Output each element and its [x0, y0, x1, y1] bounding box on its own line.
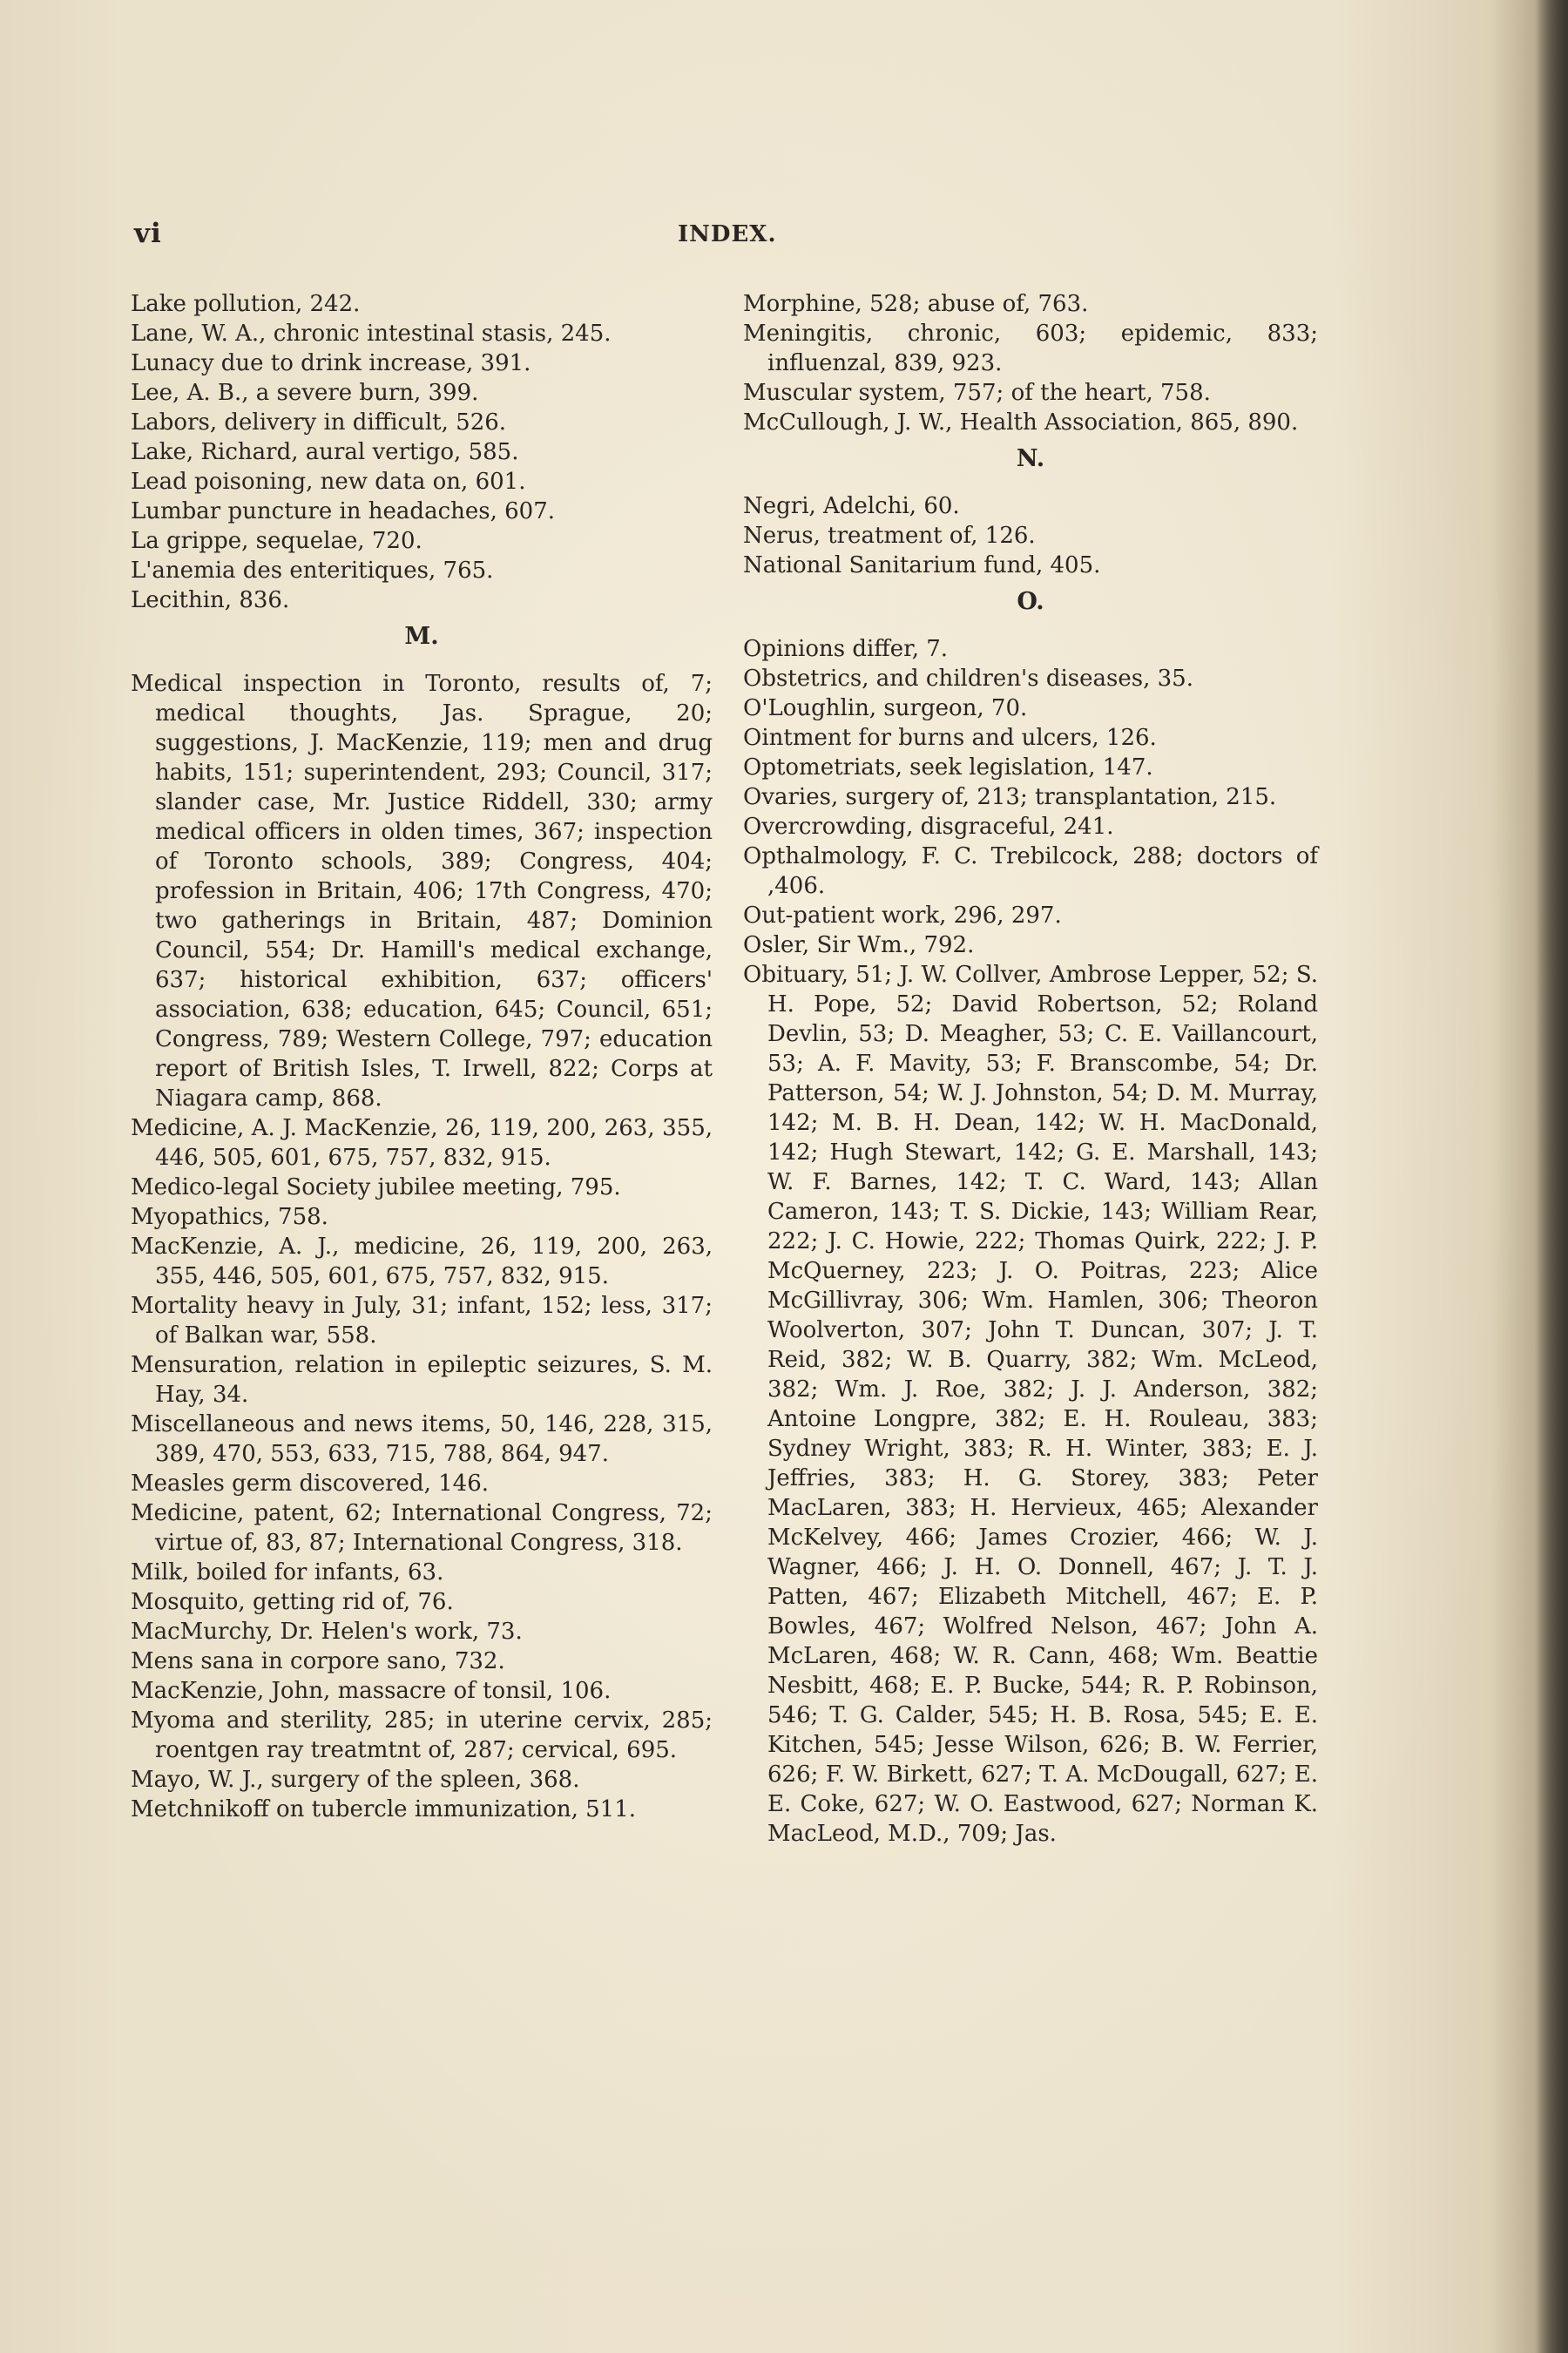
index-entry: O'Loughlin, surgeon, 70.	[743, 695, 1028, 721]
index-entry: MacMurchy, Dr. Helen's work, 73.	[131, 1619, 523, 1645]
index-entry: Metchnikoff on tubercle immunization, 511.	[131, 1796, 637, 1822]
index-entry: Morphine, 528; abuse of, 763.	[743, 291, 1089, 317]
index-entry: MacKenzie, John, massacre of tonsil, 106.	[131, 1678, 612, 1704]
index-entry: Medico-legal Society jubilee meeting, 795.	[131, 1174, 621, 1200]
index-entry: Mosquito, getting rid of, 76.	[131, 1589, 454, 1615]
index-entry: Medicine, patent, 62; International Congress, 72; virtue of, 83, 87; International Congress, 318.	[131, 1500, 713, 1556]
index-entry: Miscellaneous and news items, 50, 146, 228, 315, 389, 470, 553, 633, 715, 788, 864, 947.	[131, 1411, 713, 1467]
index-entry: Meningitis, chronic, 603; epidemic, 833; influenzal, 839, 923.	[743, 321, 1318, 376]
index-entry: Lake, Richard, aural vertigo, 585.	[131, 439, 519, 465]
index-entry: Lead poisoning, new data on, 601.	[131, 469, 526, 495]
index-entry: Medicine, A. J. MacKenzie, 26, 119, 200, 263, 355, 446, 505, 601, 675, 757, 832, 915.	[131, 1115, 713, 1171]
index-entry: Overcrowding, disgraceful, 241.	[743, 814, 1114, 840]
index-entry: Myopathics, 758.	[131, 1204, 328, 1230]
left-column	[131, 289, 713, 1824]
index-entry: Out-patient work, 296, 297.	[743, 903, 1062, 929]
index-entry: L'anemia des enteritiques, 765.	[131, 558, 494, 584]
index-entry: Opinions differ, 7.	[743, 636, 949, 662]
index-entry: MacKenzie, A. J., medicine, 26, 119, 200, 263, 355, 446, 505, 601, 675, 757, 832, 915.	[131, 1234, 713, 1289]
index-entry: Myoma and sterility, 285; in uterine cervix, 285; roentgen ray treatmtnt of, 287; cervical, 695.	[131, 1707, 713, 1763]
section-heading-m: M.	[404, 623, 439, 650]
index-entry: Lumbar puncture in headaches, 607.	[131, 498, 556, 524]
page-edge-shadow	[1535, 0, 1568, 2353]
index-entry: Lake pollution, 242.	[131, 291, 361, 317]
index-entry: Measles germ discovered, 146.	[131, 1471, 490, 1497]
index-entry: Labors, delivery in difficult, 526.	[131, 409, 507, 436]
index-entry: Ovaries, surgery of, 213; transplantation, 215.	[743, 784, 1277, 810]
index-entry: Lee, A. B., a severe burn, 399.	[131, 380, 479, 406]
index-entry: Osler, Sir Wm., 792.	[743, 932, 975, 958]
index-entry: Nerus, treatment of, 126.	[743, 523, 1036, 549]
index-entry: Mens sana in corpore sano, 732.	[131, 1648, 505, 1674]
index-entry: Optometriats, seek legislation, 147.	[743, 754, 1153, 781]
index-entry: Obstetrics, and children's diseases, 35.	[743, 666, 1193, 692]
index-entry: La grippe, sequelae, 720.	[131, 528, 422, 554]
section-heading-o: O.	[1017, 588, 1044, 615]
index-entry: Mayo, W. J., surgery of the spleen, 368.	[131, 1767, 580, 1793]
index-entry: Medical inspection in Toronto, results of, 7; medical thoughts, Jas. Sprague, 20; suggestions, J. MacKenzie, 119; men and drug habits, 151; superintendent, 293; Council, 317; slander case, Mr. Justice Riddell, 330; army medical officers in olden times, 367; inspection of Toronto schools, 389; Congress, 404; profession in Britain, 406; 17th Congress, 470; two gatherings in Britain, 487; Dominion Council, 554; Dr. Hamill's medical exchange, 637; historical exhibition, 637; officers' association, 638; education, 645; Council, 651; Congress, 789; Western College, 797; education report of British Isles, T. Irwell, 822; Corps at Niagara camp, 868.	[131, 671, 713, 1112]
page-number: vi	[134, 218, 162, 249]
index-entry: Ointment for burns and ulcers, 126.	[743, 725, 1157, 751]
right-column	[743, 289, 1318, 1849]
page-header	[0, 218, 1568, 253]
index-entry: Milk, boiled for infants, 63.	[131, 1559, 444, 1586]
index-entry: Lecithin, 836.	[131, 587, 290, 613]
index-entry: Muscular system, 757; of the heart, 758.	[743, 380, 1211, 406]
index-entry: Obituary, 51; J. W. Collver, Ambrose Lepper, 52; S. H. Pope, 52; David Robertson, 52; Roland Devlin, 53; D. Meagher, 53; C. E. Vaillancourt, 53; A. F. Mavity, 53; F. Branscombe, 54; Dr. Patterson, 54; W. J. Johnston, 54; D. M. Murray, 142; M. B. H. Dean, 142; W. H. MacDonald, 142; Hugh Stewart, 142; G. E. Marshall, 143; W. F. Barnes, 142; T. C. Ward, 143; Allan Cameron, 143; T. S. Dickie, 143; William Rear, 222; J. C. Howie, 222; Thomas Quirk, 222; J. P. McQuerney, 223; J. O. Poitras, 223; Alice McGillivray, 306; Wm. Hamlen, 306; Theoron Woolverton, 307; John T. Duncan, 307; J. T. Reid, 382; W. B. Quarry, 382; Wm. McLeod, 382; Wm. J. Roe, 382; J. J. Anderson, 382; Antoine Longpre, 382; E. H. Rouleau, 383; Sydney Wright, 383; R. H. Winter, 383; E. J. Jeffries, 383; H. G. Storey, 383; Peter MacLaren, 383; H. Hervieux, 465; Alexander McKelvey, 466; James Crozier, 466; W. J. Wagner, 466; J. H. O. Donnell, 467; J. T. J. Patten, 467; Elizabeth Mitchell, 467; E. P. Bowles, 467; Wolfred Nelson, 467; John A. McLaren, 468; W. R. Cann, 468; Wm. Beattie Nesbitt, 468; E. P. Bucke, 544; R. P. Robinson, 546; T. G. Calder, 545; H. B. Rosa, 545; E. E. Kitchen, 545; Jesse Wilson, 626; B. W. Ferrier, 626; F. W. Birkett, 627; T. A. McDougall, 627; E. E. Coke, 627; W. O. Eastwood, 627; Norman K. MacLeod, M.D., 709; Jas.	[743, 962, 1318, 1847]
running-head: INDEX.	[678, 221, 777, 247]
index-entry: National Sanitarium fund, 405.	[743, 552, 1101, 578]
index-entry: Opthalmology, F. C. Trebilcock, 288; doctors of ,406.	[743, 843, 1318, 899]
index-entry: Negri, Adelchi, 60.	[743, 493, 960, 519]
index-entry: McCullough, J. W., Health Association, 865, 890.	[743, 409, 1299, 436]
index-entry: Mortality heavy in July, 31; infant, 152; less, 317; of Balkan war, 558.	[131, 1293, 713, 1349]
index-entry: Mensuration, relation in epileptic seizures, S. M. Hay, 34.	[131, 1352, 713, 1408]
index-entry: Lane, W. A., chronic intestinal stasis, 245.	[131, 321, 612, 347]
index-entry: Lunacy due to drink increase, 391.	[131, 350, 531, 376]
section-heading-n: N.	[1016, 445, 1045, 472]
